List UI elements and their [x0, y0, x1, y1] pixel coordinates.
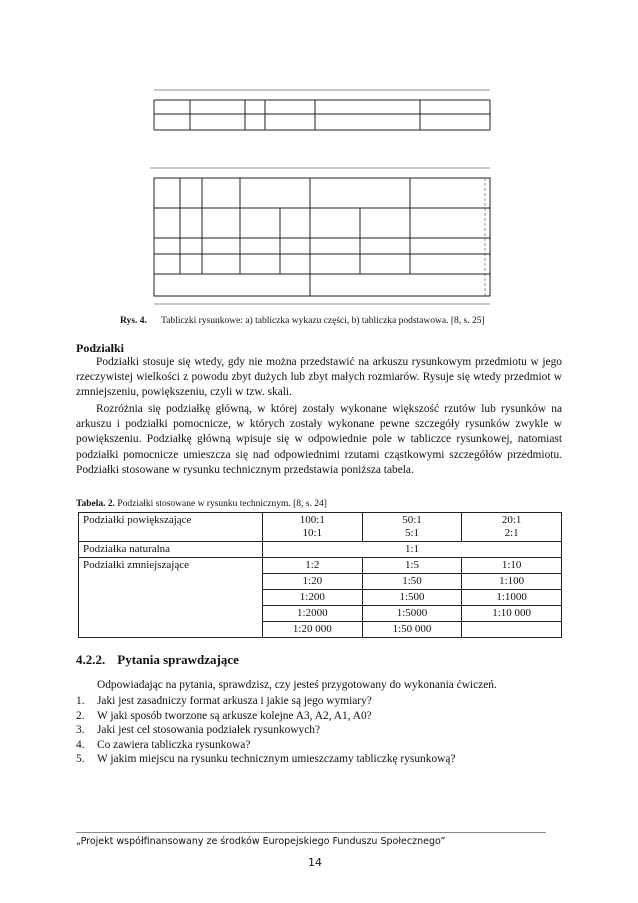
table-cell: 1:2000	[263, 606, 363, 622]
questions-intro: Odpowiadając na pytania, sprawdzisz, czy jesteś przygotowany do wykonania ćwiczeń.	[97, 679, 497, 691]
item-text: W jaki sposób tworzone są arkusze kolejne A3, A2, A1, A0?	[97, 709, 372, 722]
questions-list	[76, 694, 455, 767]
list-item	[76, 738, 455, 753]
item-number: 4.	[76, 738, 85, 751]
heading-title: Pytania sprawdzające	[117, 652, 239, 667]
list-item	[76, 709, 455, 724]
table-cell: 1:20 000	[263, 622, 363, 638]
row-header: Podziałki zmniejszające	[79, 558, 263, 574]
questions-heading	[76, 652, 239, 668]
figure-label: Rys. 4.	[120, 316, 147, 326]
table-cell: 1:10	[462, 558, 562, 574]
table-row	[79, 606, 562, 622]
table-caption	[76, 499, 327, 509]
table-cell: 1:2	[263, 558, 363, 574]
table-cell: 50:1 5:1	[362, 513, 462, 542]
figure-caption-text: Tabliczki rysunkowe: a) tabliczka wykazu części, b) tabliczka podstawowa. [8, s. 25]	[161, 316, 485, 326]
item-number: 2.	[76, 709, 85, 722]
table-cell: 1:20	[263, 574, 363, 590]
list-item	[76, 752, 455, 767]
table-cell: 1:1000	[462, 590, 562, 606]
table-row	[79, 622, 562, 638]
list-item	[76, 694, 455, 709]
table-cell: 1:5	[362, 558, 462, 574]
table-cell: 1:500	[362, 590, 462, 606]
item-text: Co zawiera tabliczka rysunkowa?	[97, 738, 251, 751]
table-cell: 1:50 000	[362, 622, 462, 638]
table-cell: 100:1 10:1	[263, 513, 363, 542]
figure-caption	[120, 316, 540, 326]
table-cell: 1:1	[263, 542, 562, 558]
row-header: Podziałki powiększające	[79, 513, 263, 542]
paragraph-text: Podziałki stosuje się wtedy, gdy nie można przedstawić na arkuszu rysunkowym przedmiotu w jego rzeczywistej wielkości z powodu zbyt dużych lub zbyt małych rozmiarów. Rysuje się wtedy przedmiot w zmniejszeniu, powiększeniu, czyli w tzw. skali.	[76, 356, 562, 399]
section-heading: Podziałki	[76, 341, 125, 355]
paragraph	[76, 355, 562, 401]
table-cell: 1:50	[362, 574, 462, 590]
table-cell: 1:10 000	[462, 606, 562, 622]
page-number: 14	[308, 856, 322, 869]
table-row	[79, 513, 562, 542]
item-number: 3.	[76, 724, 85, 736]
paragraph-text: Rozróżnia się podziałkę główną, w której zostały wykonane większość rzutów lub rysunków na arkuszu i podziałki pomocnicze, w których zostały wykonane pewne szczegóły rysunków zwykle w powiększeniu. Podziałkę główną wpisuje się w odpowiednie pole w tabliczce rysunkowej, natomiast podziałki pomocnicze umieszcza się nad odpowiednimi rzutami cząstkowymi szczegółów przedmiotu. Podziałki stosowane w rysunku technicznym przedstawia poniższa tabela.	[76, 403, 562, 476]
table-cell: 20:1 2:1	[462, 513, 562, 542]
title-block-figure	[140, 78, 500, 316]
table-caption-text: Podziałki stosowane w rysunku technicznym. [8, s. 24]	[117, 499, 327, 509]
table-cell: 1:100	[462, 574, 562, 590]
item-text: Jaki jest cel stosowania podziałek rysunkowych?	[97, 724, 321, 736]
table-cell	[462, 622, 562, 638]
paragraph	[76, 402, 562, 478]
table-cell: 1:5000	[362, 606, 462, 622]
row-header: Podziałka naturalna	[79, 542, 263, 558]
row-header-continued	[79, 574, 263, 590]
table-cell: 1:200	[263, 590, 363, 606]
table-label: Tabela. 2.	[76, 499, 115, 509]
row-header-continued	[79, 606, 263, 622]
table-row	[79, 558, 562, 574]
footer-text: „Projekt współfinansowany ze środków Europejskiego Funduszu Społecznego”	[76, 836, 446, 847]
footer-divider	[76, 832, 546, 833]
table-row	[79, 542, 562, 558]
row-header-continued	[79, 590, 263, 606]
item-text: W jakim miejscu na rysunku technicznym umieszczamy tabliczkę rysunkową?	[97, 753, 456, 765]
heading-number: 4.2.2.	[76, 652, 106, 667]
item-number: 1.	[76, 695, 85, 707]
item-text: Jaki jest zasadniczy format arkusza i jakie są jego wymiary?	[97, 695, 372, 707]
table-row	[79, 590, 562, 606]
table-row	[79, 574, 562, 590]
scales-table	[78, 512, 562, 638]
row-header-continued	[79, 622, 263, 638]
list-item	[76, 723, 455, 738]
item-number: 5.	[76, 753, 85, 765]
title-block-drawing	[140, 78, 500, 316]
